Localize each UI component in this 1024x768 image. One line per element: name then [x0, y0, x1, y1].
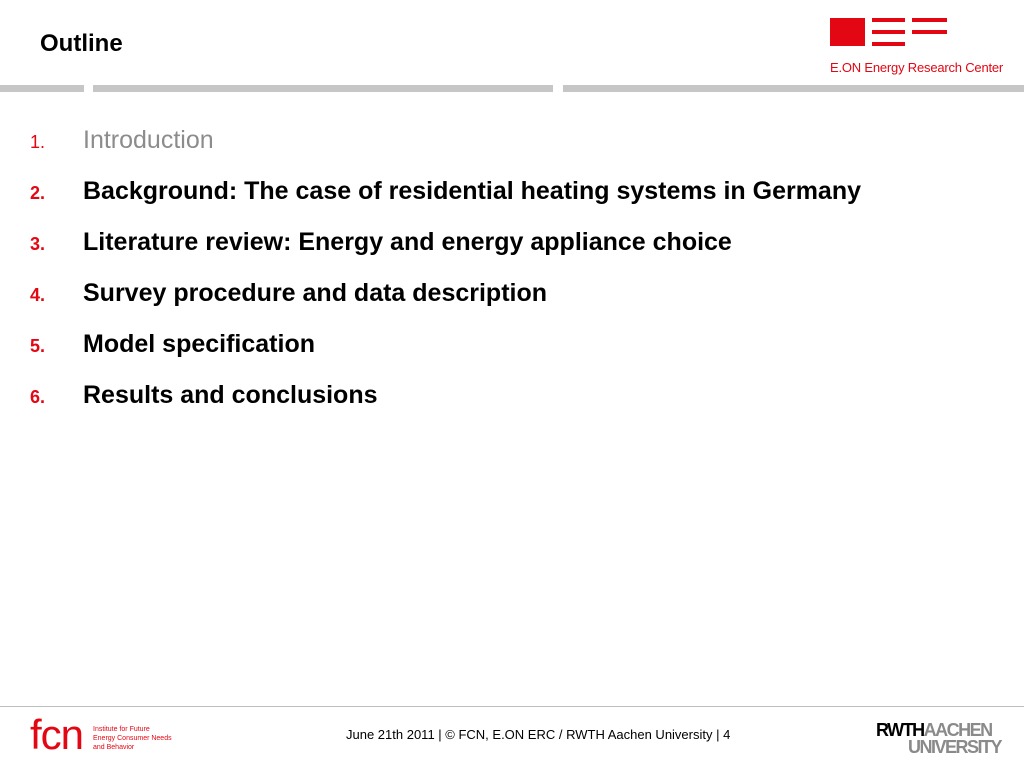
outline-item — [30, 275, 990, 326]
outline-item — [30, 377, 990, 428]
eon-logo-mark — [830, 16, 950, 46]
outline-item-number: 1. — [30, 132, 46, 152]
outline-item-number: 4. — [30, 285, 46, 305]
footer-divider — [0, 706, 1024, 707]
eon-logo-square — [830, 18, 865, 46]
eon-energy-research-center-logo — [830, 16, 1004, 80]
rwth-logo-university: UNIVERSITY — [908, 737, 1002, 757]
outline-list — [30, 122, 990, 428]
rwth-aachen-logo — [876, 720, 1002, 758]
fcn-logo-line: Institute for Future — [93, 726, 150, 733]
outline-item — [30, 173, 990, 224]
eon-logo-bar — [872, 18, 905, 22]
footer-text: June 21th 2011 | © FCN, E.ON ERC / RWTH Aachen University | 4 — [346, 727, 731, 742]
rwth-logo-strong: RWTH — [876, 720, 924, 740]
fcn-logo-mark: fcn — [30, 711, 84, 758]
outline-item-text: Model specification — [83, 330, 315, 358]
outline-item — [30, 224, 990, 275]
outline-item-text: Introduction — [83, 126, 214, 154]
eon-logo-bar — [872, 42, 905, 46]
outline-item-text: Results and conclusions — [83, 381, 378, 409]
outline-item-number: 6. — [30, 387, 46, 407]
eon-logo-bar — [912, 18, 947, 22]
eon-logo-bar — [912, 30, 947, 34]
header-divider-segment — [563, 85, 1024, 92]
outline-item-text: Survey procedure and data description — [83, 279, 548, 307]
header-divider-segment — [93, 85, 553, 92]
fcn-logo-line: and Behavior — [93, 744, 135, 751]
outline-item-number: 5. — [30, 336, 46, 356]
fcn-logo-line: Energy Consumer Needs — [93, 735, 172, 742]
slide-title: Outline — [40, 30, 123, 57]
outline-item-number: 2. — [30, 183, 46, 203]
header-divider-segment — [0, 85, 84, 92]
outline-item-number: 3. — [30, 234, 46, 254]
fcn-logo — [30, 712, 180, 758]
eon-logo-bar — [872, 30, 905, 34]
rwth-logo-light: AACHEN — [923, 720, 992, 740]
eon-logo-text: E.ON Energy Research Center — [830, 60, 1004, 75]
outline-item — [30, 122, 990, 173]
outline-item-text: Background: The case of residential heating systems in Germany — [83, 177, 862, 205]
outline-item-text: Literature review: Energy and energy appliance choice — [83, 228, 732, 256]
outline-item — [30, 326, 990, 377]
fcn-logo-subtitle — [93, 725, 183, 752]
